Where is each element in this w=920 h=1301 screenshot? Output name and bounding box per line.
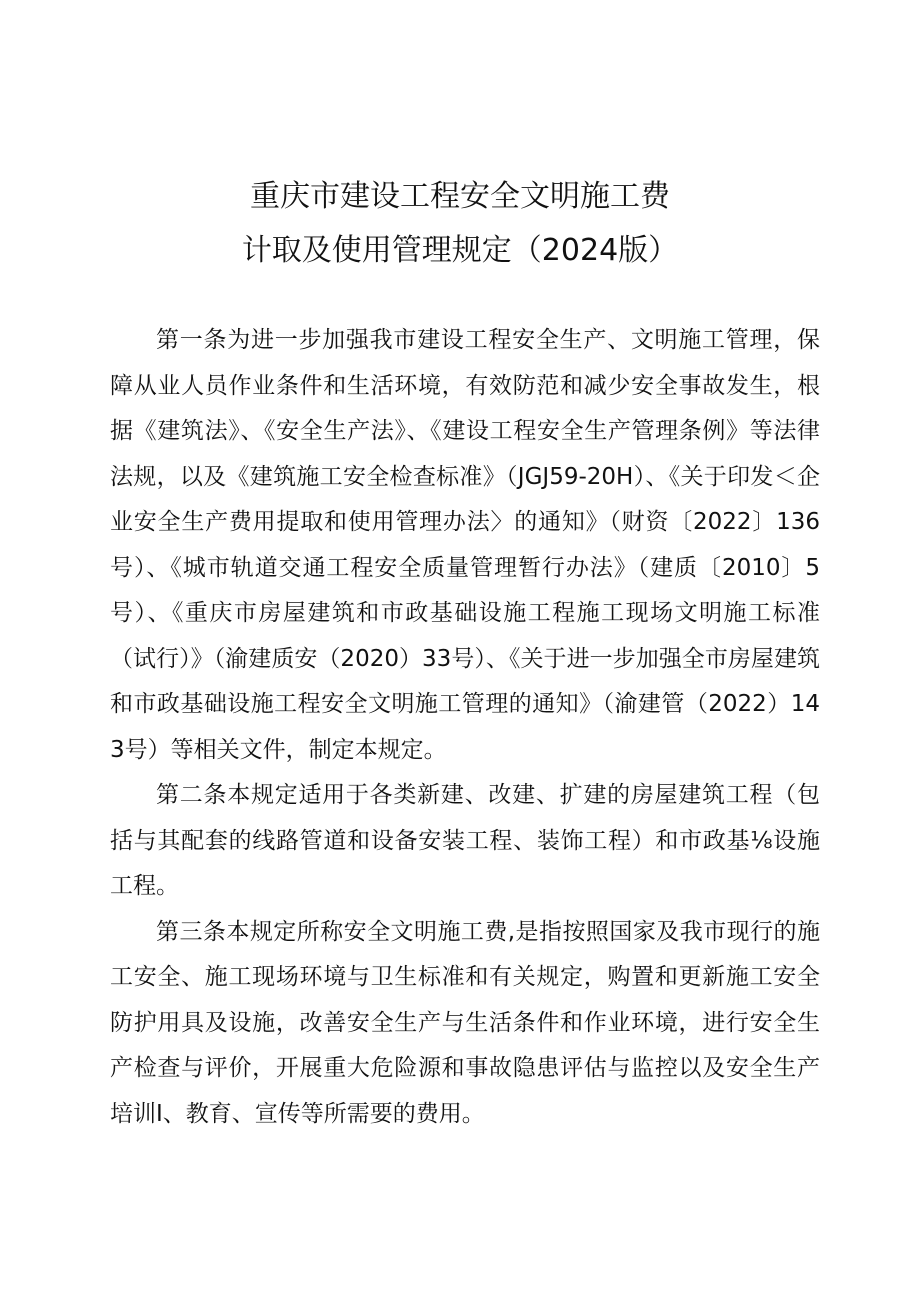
- title-line-1: 重庆市建设工程安全文明施工费: [250, 179, 670, 214]
- document-body: [110, 318, 820, 1137]
- title-line-2: 计取及使用管理规定（2024版）: [241, 233, 679, 268]
- article-2-paragraph: 第二条本规定适用于各类新建、改建、扩建的房屋建筑工程（包括与其配套的线路管道和设备安装工程、装饰工程）和市政基⅛设施工程。: [110, 782, 820, 899]
- article-3-paragraph: 第三条本规定所称安全文明施工费,是指按照国家及我市现行的施工安全、施工现场环境与卫生标准和有关规定，购置和更新施工安全防护用具及设施，改善安全生产与生活条件和作业环境，进行安全生产检查与评价，开展重大危险源和事故隐患评估与监控以及安全生产培训I、教育、宣传等所需要的费用。: [110, 918, 820, 1127]
- document-title: [0, 170, 920, 278]
- article-1-paragraph: 第一条为进一步加强我市建设工程安全生产、文明施工管理，保障从业人员作业条件和生活环境，有效防范和减少安全事故发生，根据《建筑法》、《安全生产法》、《建设工程安全生产管理条例》等法律法规，以及《建筑施工安全检查标准》（JGJ59-20H）、《关于印发＜企业安全生产费用提取和使用管理办法〉的通知》（财资〔2022〕136号）、《城市轨道交通工程安全质量管理暂行办法》（建质〔2010〕5号）、《重庆市房屋建筑和市政基础设施工程施工现场文明施工标准（试行）》（渝建质安（2020）33号）、《关于进一步加强全市房屋建筑和市政基础设施工程安全文明施工管理的通知》（渝建管（2022）143号）等相关文件，制定本规定。: [110, 327, 820, 763]
